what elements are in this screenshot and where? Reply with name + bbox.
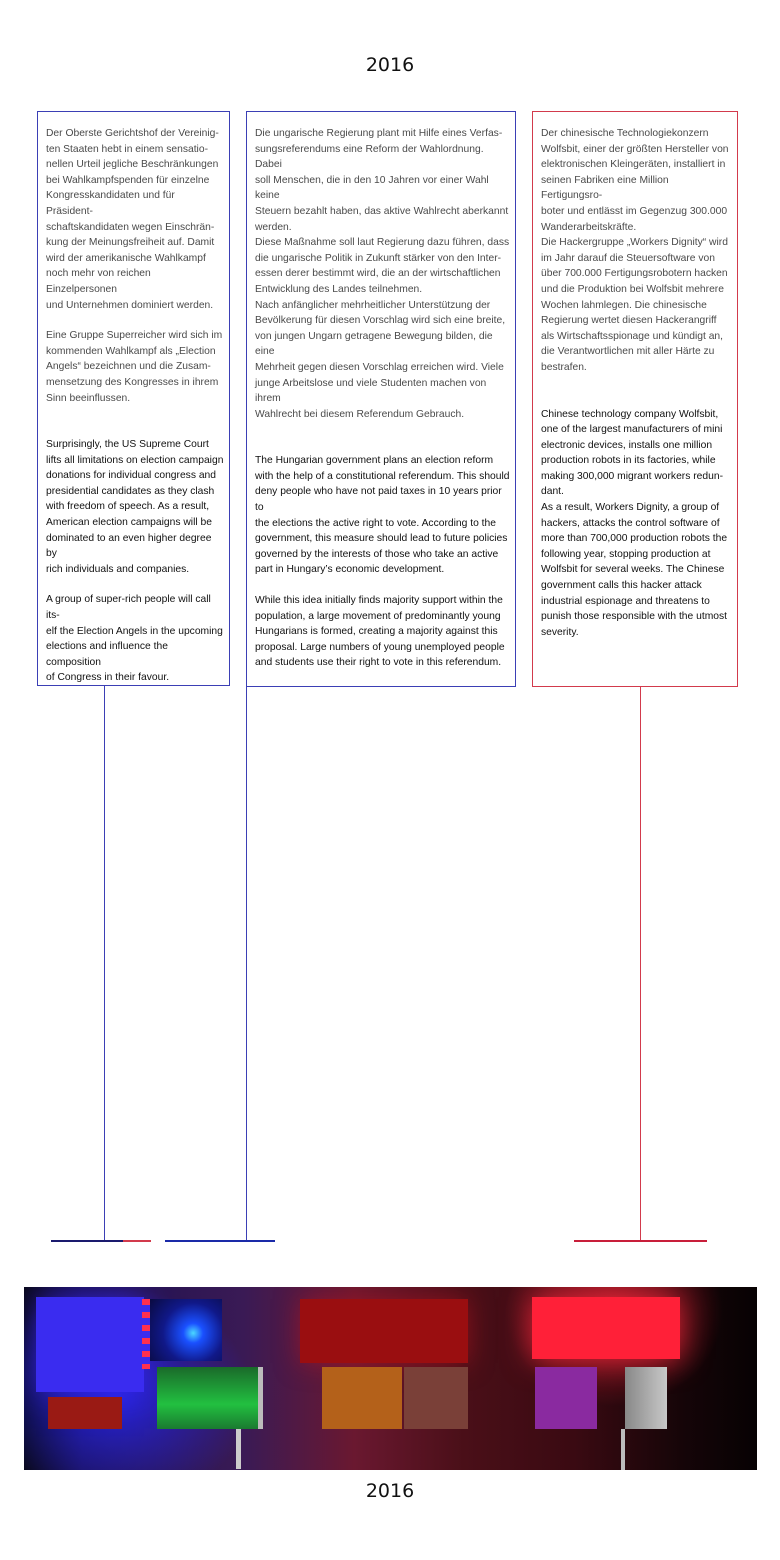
connector-line-china xyxy=(640,687,641,1242)
card-text-de: Eine Gruppe Superreicher wird sich im kommenden Wahlkampf als „Election Angels“ bezeichnen und die Zusam- mensetzung des Kongresses in ihrem Sinn beeinflussen. xyxy=(46,330,223,404)
brown-block xyxy=(404,1367,468,1429)
timeline-marker-china xyxy=(574,1240,707,1242)
card-text-en: Surprisingly, the US Supreme Court lifts all limitations on election campaign donations for individual congress and presidential candidates as they clash with freedom of speech. As a result, American election campaigns will be dominated to an even higher degree by rich individuals and companies. xyxy=(46,439,224,575)
blue-block xyxy=(36,1297,144,1392)
card-text-de: Der Oberste Gerichtshof der Vereinig- ten Staaten hebt in einem sensatio- nellen Urteil jegliche Beschränkungen bei Wahlkampfspenden für einzelne Kongresskandidaten und für Präsident- schaftskandidaten wegen Einschrän- kung der Meinungsfreiheit auf. Damit wird der amerikanische Wahlkampf noch mehr von reichen Einzelpersonen und Unternehmen dominiert werden. xyxy=(46,128,219,311)
card-text-en: Chinese technology company Wolfsbit, one of the largest manufacturers of mini electronic devices, installs one million production robots in its factories, while making 300,000 migrant workers redun- dant. As a result, Workers Dignity, a group of hackers, attacks the control software of more than 700,000 production robots the following year, stopping production at Wolfsbit for several weeks. The Chinese government calls this hacker attack industrial espionage and threatens to punish those responsible with the utmost severity. xyxy=(541,408,728,638)
card-text-de: Die ungarische Regierung plant mit Hilfe eines Verfas- sungsreferendums eine Reform der Wahlordnung. Dabei soll Menschen, die in den 10 Jahren vor einer Wahl keine Steuern bezahlt haben, das aktive Wahlrecht aberkannt werden. Diese Maßnahme soll laut Regierung dazu führen, dass die ungarische Politik in Zukunft stärker von den Inter- essen derer bestimmt wird, die an der wirtschaftlichen Entwicklung des Landes teilnehmen. Nach anfänglicher mehrheitlicher Unterstützung der Bevölkerung für diesen Vorschlag wird sich eine breite, von jungen Ungarn getragene Bewegung bilden, die eine Mehrheit gegen diesen Vorschlag erreichen wird. Viele junge Arbeitslose und viele Studenten machen von ihrem Wahlrecht bei diesem Referendum Gebrauch. xyxy=(255,128,510,420)
bright-red-block xyxy=(532,1297,680,1359)
artwork-image xyxy=(24,1287,757,1470)
green-block xyxy=(157,1367,261,1429)
grey-bar-left xyxy=(258,1367,263,1429)
year-label-top: 2016 xyxy=(365,54,415,76)
grey-bar-right xyxy=(621,1429,625,1470)
connector-line-hungary xyxy=(246,556,247,1242)
purple-block xyxy=(535,1367,597,1429)
grey-block-right xyxy=(625,1367,667,1429)
card-text-en: While this idea initially finds majority support within the population, a large movement of predominantly young Hungarians is formed, creating a majority against this proposal. Large numbers of young unemployed people and students use their right to vote in this referendum. xyxy=(255,595,505,669)
card-text-en: The Hungarian government plans an election reform with the help of a constitutional referendum. This should deny people who have not paid taxes in 10 years prior to the elections the active right to vote. According to the government, this measure should lead to future policies governed by the interests of those who take an active part in Hungary’s economic development. xyxy=(255,455,510,576)
card-text-de: Der chinesische Technologiekonzern Wolfsbit, einer der größten Hersteller von elektronischen Kleingeräten, installiert in seinen Fabriken eine Million Fertigungsro- boter und entlässt im Gegenzug 300.000 Wanderarbeitskräfte. Die Hackergruppe „Workers Dignity“ wird im Jahr darauf die Steuersoftware von über 700.000 Fertigungsrobotern hacken und die Produktion bei Wolfsbit mehrere Wochen lahmlegen. Die chinesische Regierung wertet diesen Hackerangriff als Wirtschaftsspionage und kündigt an, die Verantwortlichen mit aller Härte zu bestrafen. xyxy=(541,128,729,373)
year-label-bottom: 2016 xyxy=(365,1480,415,1502)
orange-block xyxy=(322,1367,402,1429)
event-card-hungary xyxy=(246,111,516,687)
grey-bar-bottom xyxy=(236,1429,241,1469)
timeline-marker-hungary xyxy=(165,1240,275,1242)
connector-line-usa xyxy=(104,686,105,1242)
blue-orb xyxy=(150,1299,222,1361)
timeline-marker-usa xyxy=(51,1240,151,1242)
event-card-usa xyxy=(37,111,230,686)
event-card-china xyxy=(532,111,738,687)
card-text-en: A group of super-rich people will call its- elf the Election Angels in the upcoming elections and influence the composition of Congress in their favour. xyxy=(46,594,223,684)
red-stripes xyxy=(142,1299,150,1369)
dark-red-block xyxy=(48,1397,122,1429)
red-block-center xyxy=(300,1299,468,1363)
